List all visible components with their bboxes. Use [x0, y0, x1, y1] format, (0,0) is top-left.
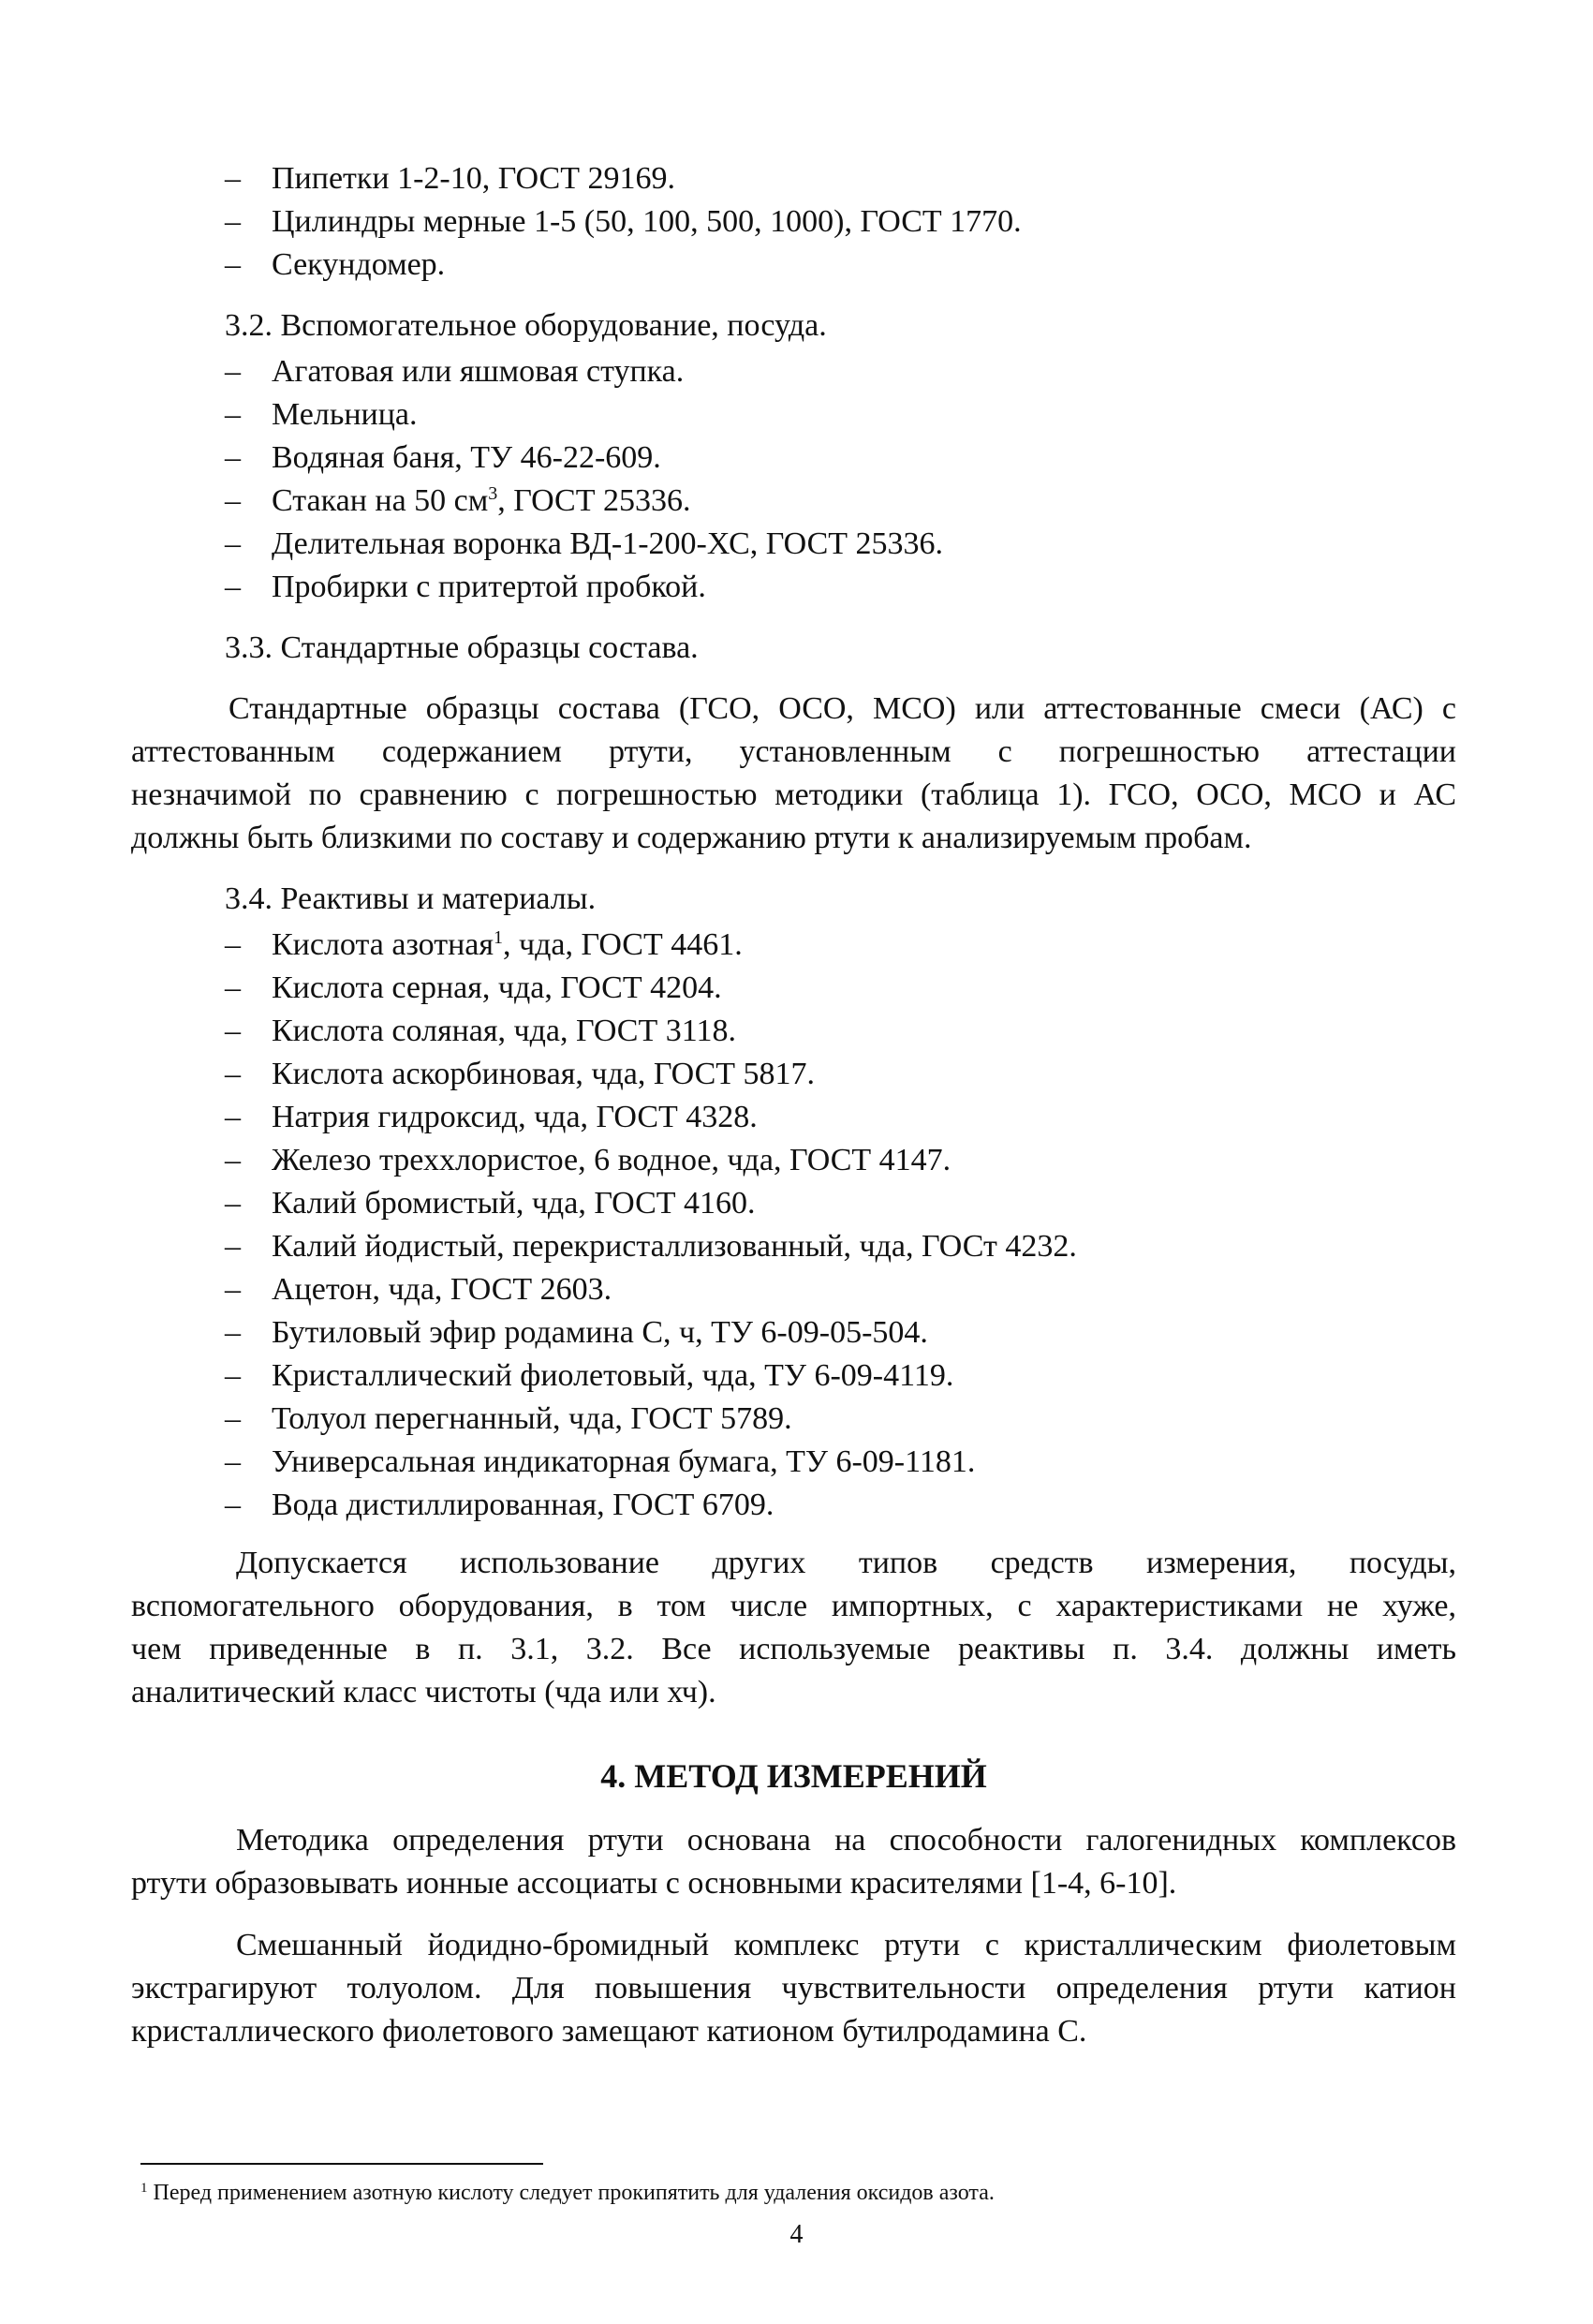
footnote — [140, 2181, 995, 2206]
dash-bullet: – — [225, 397, 241, 432]
list-item — [225, 480, 1456, 523]
dash-bullet: – — [225, 970, 241, 1005]
list-item-text: , ГОСТ 25336. — [497, 483, 691, 518]
list-item-text: Толуол перегнанный, чда, ГОСТ 5789. — [272, 1401, 792, 1436]
dash-bullet: – — [225, 1057, 241, 1091]
dash-bullet: – — [225, 1100, 241, 1134]
dash-bullet: – — [225, 1358, 241, 1393]
list-item — [225, 1354, 1456, 1398]
list-item-text: Секундомер. — [272, 247, 446, 282]
dash-bullet: – — [225, 354, 241, 389]
list-item — [225, 157, 1456, 200]
list-item-text: Кислота соляная, чда, ГОСТ 3118. — [272, 1014, 736, 1048]
section-heading-3-2: 3.2. Вспомогательное оборудование, посуда. — [225, 308, 827, 343]
list-item — [225, 1139, 1456, 1182]
list-item — [225, 1311, 1456, 1354]
list-item — [225, 1398, 1456, 1441]
list-item-text: Пипетки 1-2-10, ГОСТ 29169. — [272, 161, 675, 196]
paragraph-line: кристаллического фиолетового замещают катионом бутилродамина С. — [131, 2014, 1087, 2049]
list-item-text: Калий бромистый, чда, ГОСТ 4160. — [272, 1186, 756, 1221]
dash-bullet: – — [225, 1315, 241, 1350]
list-item — [225, 350, 1456, 393]
list-item — [225, 1225, 1456, 1268]
list-item-text: Агатовая или яшмовая ступка. — [272, 354, 685, 389]
dash-bullet: – — [225, 1272, 241, 1307]
paragraph-line: ртути образовывать ионные ассоциаты с основными красителями [1-4, 6-10]. — [131, 1866, 1177, 1901]
list-item-text: Вода дистиллированная, ГОСТ 6709. — [272, 1488, 774, 1522]
dash-bullet: – — [225, 204, 241, 239]
paragraph-mixed-complex — [131, 1924, 1456, 2053]
paragraph-line: Методика определения ртути основана на способности галогенидных комплексов — [236, 1823, 1456, 1858]
list-item-text: Пробирки с притертой пробкой. — [272, 570, 706, 604]
footnote-divider — [140, 2163, 543, 2165]
list-item-text: Стакан на 50 см — [272, 483, 489, 518]
list-item-text: Универсальная индикаторная бумага, ТУ 6-09-1181. — [272, 1444, 976, 1479]
list-item — [225, 437, 1456, 480]
list-item — [225, 1268, 1456, 1311]
dash-bullet: – — [225, 1143, 241, 1177]
list-item-text: Бутиловый эфир родамина С, ч, ТУ 6-09-05-504. — [272, 1315, 928, 1350]
list-item-text: Кислота аскорбиновая, чда, ГОСТ 5817. — [272, 1057, 816, 1091]
list-item-text: , чда, ГОСТ 4461. — [503, 927, 743, 962]
list-item-text: Ацетон, чда, ГОСТ 2603. — [272, 1272, 612, 1307]
section-heading-3-4: 3.4. Реактивы и материалы. — [225, 881, 597, 916]
list-item-text: Мельница. — [272, 397, 418, 432]
list-item — [225, 924, 1456, 967]
paragraph-allowed — [131, 1542, 1456, 1714]
paragraph-line: чем приведенные в п. 3.1, 3.2. Все используемые реактивы п. 3.4. должны иметь — [131, 1632, 1456, 1666]
dash-bullet: – — [225, 927, 241, 962]
footnote-marker: 1 — [494, 927, 504, 948]
dash-bullet: – — [225, 483, 241, 518]
footnote-text: Перед применением азотную кислоту следует прокипятить для удаления оксидов азота. — [153, 2181, 995, 2205]
dash-bullet: – — [225, 1488, 241, 1522]
dash-bullet: – — [225, 440, 241, 475]
list-item — [225, 1053, 1456, 1096]
dash-bullet: – — [225, 1229, 241, 1264]
page-body — [131, 157, 1456, 2053]
list-item-text: Делительная воронка ВД-1-200-ХС, ГОСТ 25336. — [272, 526, 944, 561]
dash-bullet: – — [225, 161, 241, 196]
list-item — [225, 1441, 1456, 1484]
list-item — [225, 1182, 1456, 1225]
dash-bullet: – — [225, 1444, 241, 1479]
list-item-text: Цилиндры мерные 1-5 (50, 100, 500, 1000), ГОСТ 1770. — [272, 204, 1022, 239]
list-item — [225, 1010, 1456, 1053]
list-item — [225, 200, 1456, 244]
section-heading-3-3: 3.3. Стандартные образцы состава. — [225, 630, 699, 665]
list-item-text: Калий йодистый, перекристаллизованный, чда, ГОСт 4232. — [272, 1229, 1077, 1264]
list-item — [225, 1484, 1456, 1527]
list-item-text: Кристаллический фиолетовый, чда, ТУ 6-09-4119. — [272, 1358, 954, 1393]
list-item — [225, 967, 1456, 1010]
paragraph-standard-samples — [131, 688, 1456, 860]
paragraph-line: вспомогательного оборудования, в том числе импортных, с характеристиками не хуже, — [131, 1589, 1456, 1623]
list-item — [225, 393, 1456, 437]
paragraph-method — [131, 1819, 1456, 1905]
list-item-text: Натрия гидроксид, чда, ГОСТ 4328. — [272, 1100, 758, 1134]
dash-bullet: – — [225, 247, 241, 282]
superscript-3: 3 — [488, 483, 498, 504]
paragraph-line: должны быть близкими по составу и содержанию ртути к анализируемым пробам. — [131, 821, 1252, 855]
dash-bullet: – — [225, 1186, 241, 1221]
list-item — [225, 244, 1456, 287]
dash-bullet: – — [225, 1401, 241, 1436]
section-title-4: 4. МЕТОД ИЗМЕРЕНИЙ — [600, 1757, 987, 1795]
list-item-text: Кислота азотная — [272, 927, 494, 962]
list-item-text: Кислота серная, чда, ГОСТ 4204. — [272, 970, 722, 1005]
dash-bullet: – — [225, 526, 241, 561]
list-item — [225, 566, 1456, 609]
footnote-marker: 1 — [140, 2181, 148, 2196]
paragraph-line: Допускается использование других типов средств измерения, посуды, — [236, 1546, 1456, 1580]
paragraph-line: незначимой по сравнению с погрешностью методики (таблица 1). ГСО, ОСО, МСО и АС — [131, 777, 1456, 812]
list-item — [225, 523, 1456, 566]
paragraph-line: экстрагируют толуолом. Для повышения чувствительности определения ртути катион — [131, 1971, 1456, 2006]
dash-bullet: – — [225, 570, 241, 604]
list-item — [225, 1096, 1456, 1139]
paragraph-line: Смешанный йодидно-бромидный комплекс ртути с кристаллическим фиолетовым — [236, 1928, 1456, 1962]
dash-bullet: – — [225, 1014, 241, 1048]
paragraph-line: аналитический класс чистоты (чда или хч). — [131, 1675, 716, 1710]
paragraph-line: аттестованным содержанием ртути, установленным с погрешностью аттестации — [131, 734, 1456, 769]
list-item-text: Водяная баня, ТУ 46-22-609. — [272, 440, 661, 475]
page-number: 4 — [789, 2220, 804, 2249]
paragraph-line: Стандартные образцы состава (ГСО, ОСО, МСО) или аттестованные смеси (АС) с — [229, 691, 1456, 726]
list-item-text: Железо трехxлористое, 6 водное, чда, ГОСТ 4147. — [272, 1143, 951, 1177]
